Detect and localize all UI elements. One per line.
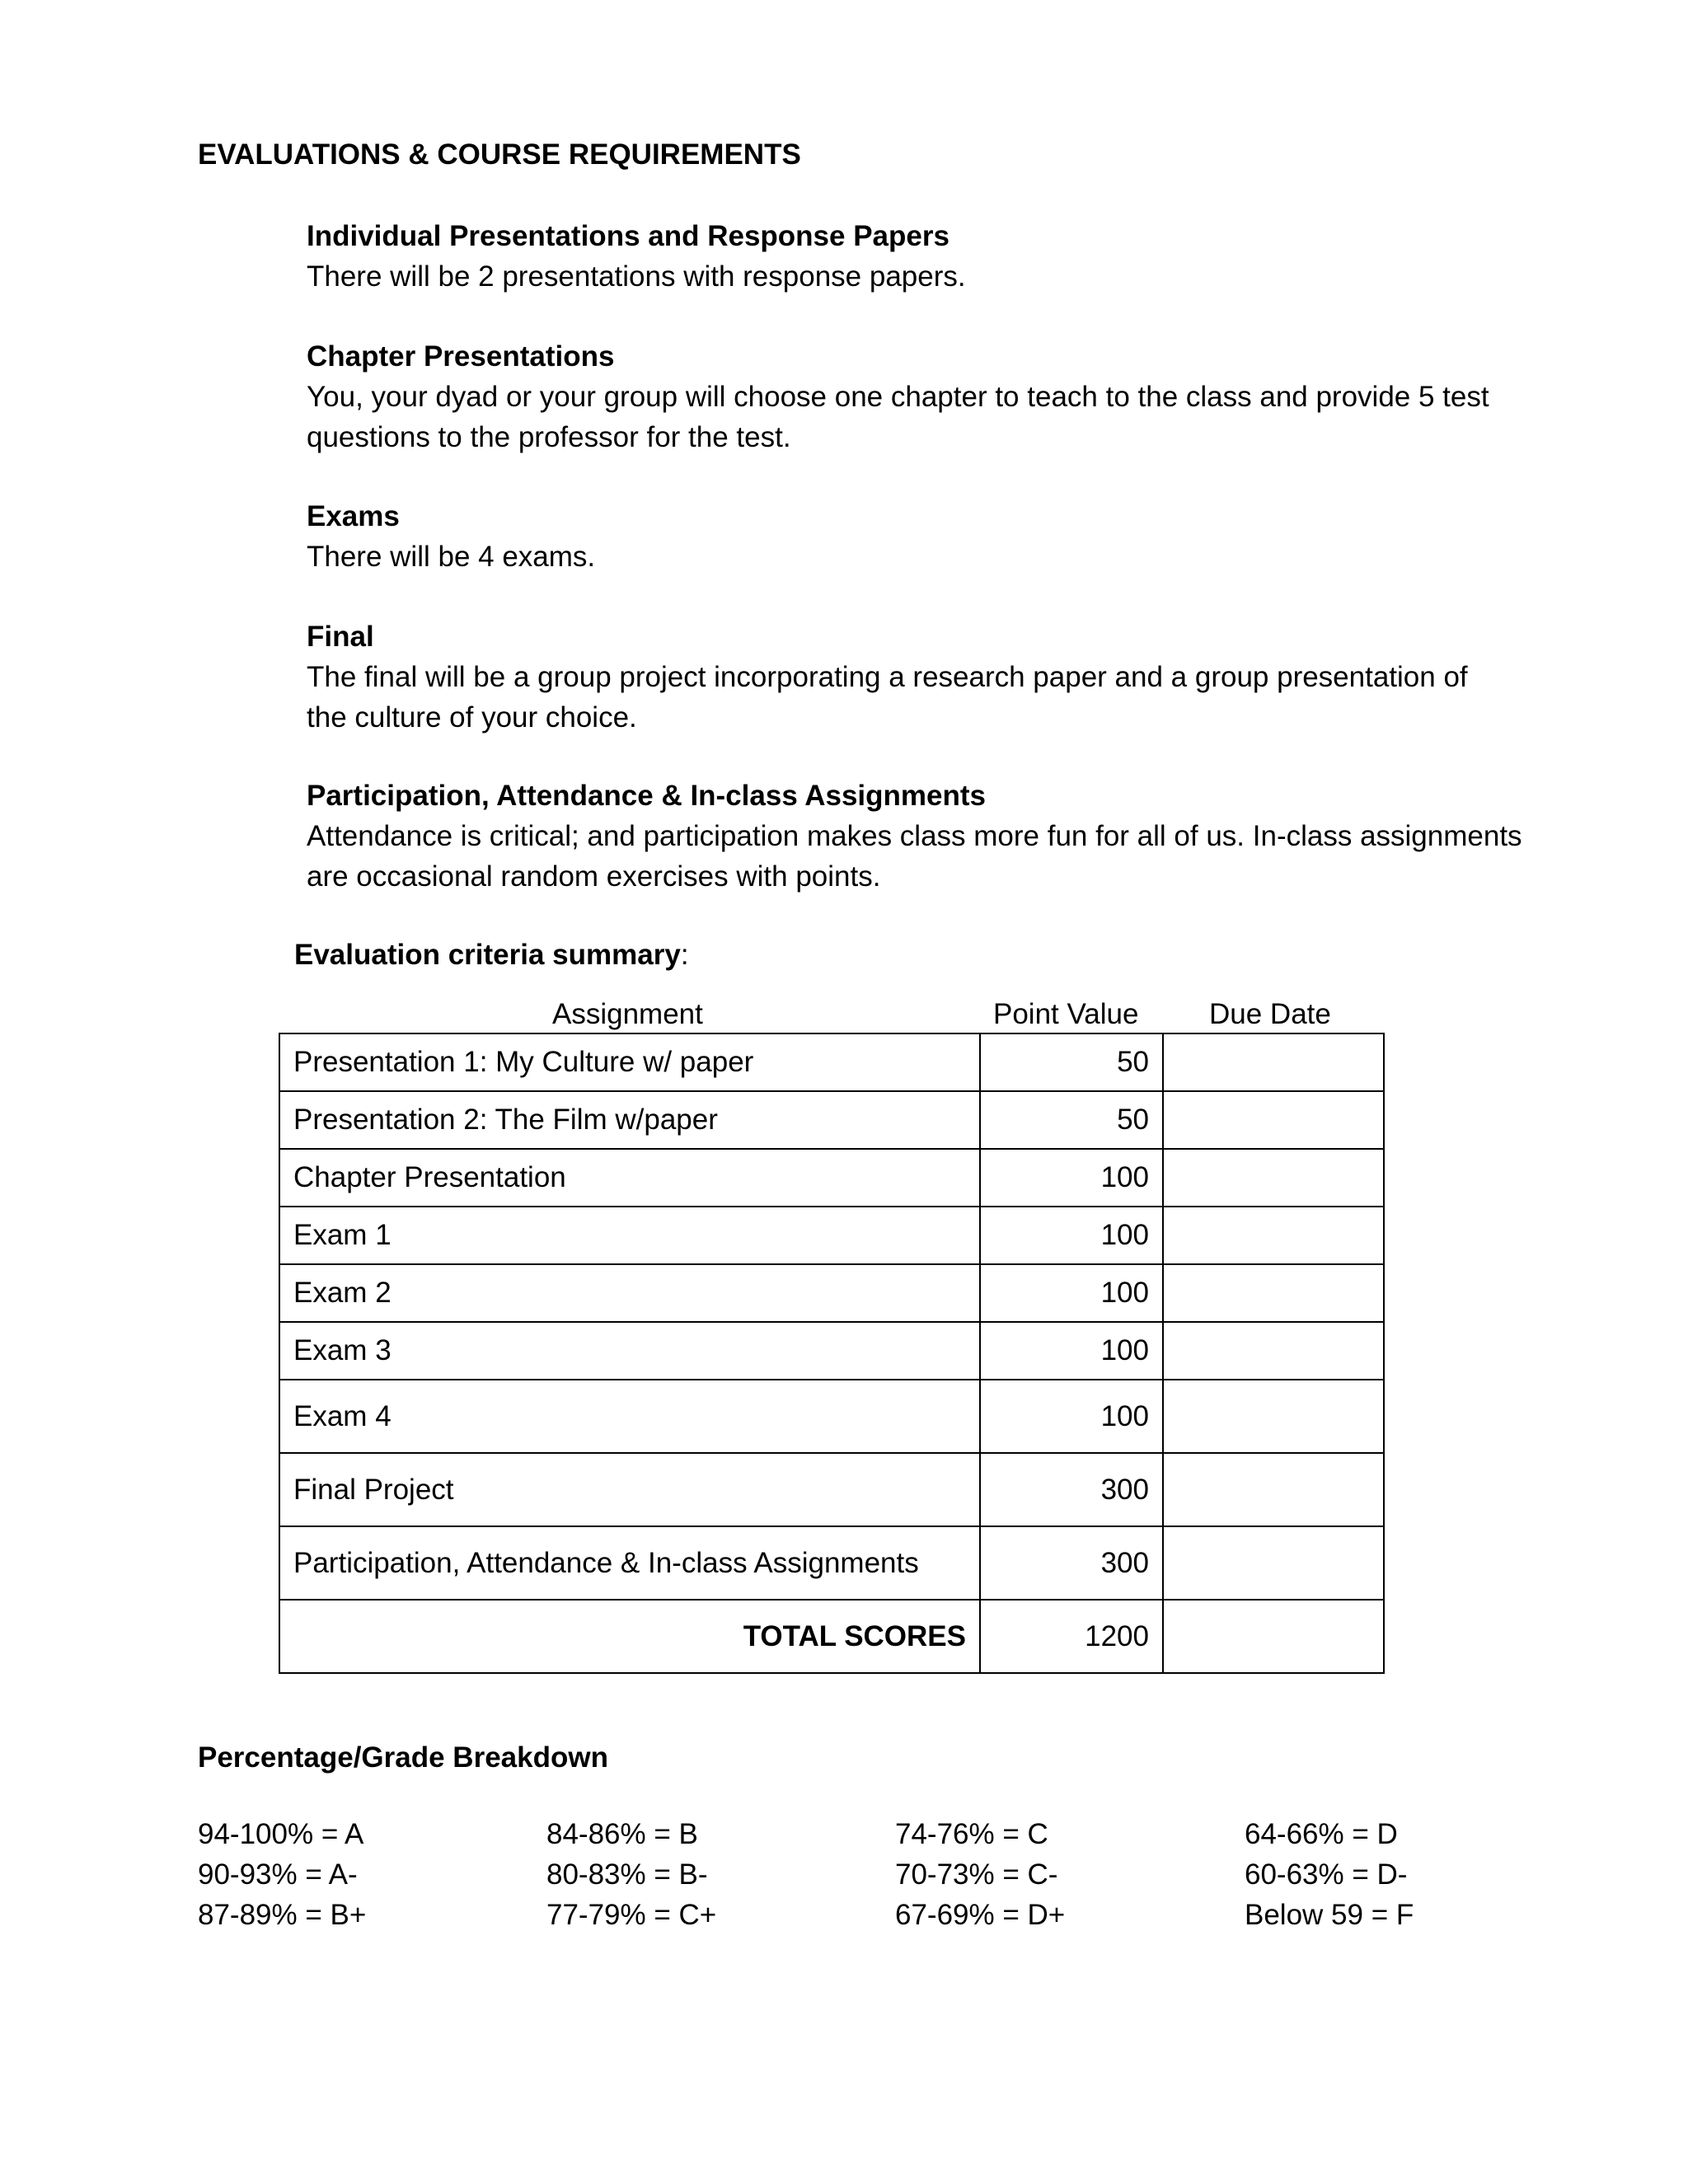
assignment-cell: Exam 1 xyxy=(279,1207,980,1264)
section-body: There will be 2 presentations with response papers. xyxy=(307,260,966,293)
grade-item: 90-93% = A- xyxy=(198,1858,358,1891)
section-body-line: the culture of your choice. xyxy=(307,701,637,733)
grade-item: 74-76% = C xyxy=(895,1818,1048,1850)
section-individual-presentations xyxy=(307,216,1576,297)
grade-item: 67-69% = D+ xyxy=(895,1899,1066,1931)
grade-item: Below 59 = F xyxy=(1245,1899,1414,1931)
section-exams xyxy=(307,496,1576,577)
evaluation-summary-label xyxy=(294,935,689,975)
evaluation-summary-label-suffix: : xyxy=(680,939,689,971)
grade-column xyxy=(895,1814,1065,1935)
section-title: Participation, Attendance & In-class Assignments xyxy=(307,780,986,812)
section-body-line: questions to the professor for the test. xyxy=(307,421,791,453)
due-date-cell xyxy=(1163,1207,1384,1264)
due-date-cell xyxy=(1163,1453,1384,1526)
table-row xyxy=(279,1380,1384,1453)
point-value-cell: 50 xyxy=(980,1033,1163,1091)
section-body-line: are occasional random exercises with points. xyxy=(307,860,881,893)
total-points-cell: 1200 xyxy=(980,1600,1163,1673)
section-body-line: You, your dyad or your group will choose one chapter to teach to the class and provide 5 test xyxy=(307,381,1489,413)
section-body-line: The final will be a group project incorporating a research paper and a group presentation of xyxy=(307,661,1468,693)
assignment-cell: Chapter Presentation xyxy=(279,1149,980,1207)
assignment-cell: Final Project xyxy=(279,1453,980,1526)
total-label-cell: TOTAL SCORES xyxy=(279,1600,980,1673)
grade-breakdown-heading: Percentage/Grade Breakdown xyxy=(198,1741,608,1774)
assignment-cell: Exam 4 xyxy=(279,1380,980,1453)
due-date-cell xyxy=(1163,1322,1384,1380)
column-header-point-value: Point Value xyxy=(993,998,1139,1030)
point-value-cell: 100 xyxy=(980,1207,1163,1264)
table-row xyxy=(279,1322,1384,1380)
due-date-cell xyxy=(1163,1033,1384,1091)
grade-item: 64-66% = D xyxy=(1245,1818,1398,1850)
table-row xyxy=(279,1207,1384,1264)
table-row xyxy=(279,1149,1384,1207)
assignment-cell: Exam 3 xyxy=(279,1322,980,1380)
grade-item: 84-86% = B xyxy=(546,1818,698,1850)
table-row xyxy=(279,1033,1384,1091)
grade-column xyxy=(198,1814,366,1935)
section-chapter-presentations xyxy=(307,336,1576,457)
assignment-cell: Exam 2 xyxy=(279,1264,980,1322)
column-header-due-date: Due Date xyxy=(1209,998,1331,1030)
section-body: There will be 4 exams. xyxy=(307,541,596,573)
point-value-cell: 100 xyxy=(980,1149,1163,1207)
point-value-cell: 100 xyxy=(980,1380,1163,1453)
table-row xyxy=(279,1091,1384,1149)
due-date-cell xyxy=(1163,1264,1384,1322)
due-date-cell xyxy=(1163,1091,1384,1149)
section-title: Individual Presentations and Response Papers xyxy=(307,220,950,252)
due-date-cell xyxy=(1163,1380,1384,1453)
section-final xyxy=(307,616,1576,738)
point-value-cell: 300 xyxy=(980,1453,1163,1526)
grade-item: 94-100% = A xyxy=(198,1818,364,1850)
table-row xyxy=(279,1264,1384,1322)
table-row xyxy=(279,1526,1384,1600)
grade-column xyxy=(546,1814,716,1935)
column-header-assignment: Assignment xyxy=(552,998,703,1030)
grade-item: 60-63% = D- xyxy=(1245,1858,1408,1891)
section-title: Exams xyxy=(307,500,400,532)
section-participation xyxy=(307,776,1576,897)
grade-item: 87-89% = B+ xyxy=(198,1899,367,1931)
section-title: Final xyxy=(307,621,374,653)
point-value-cell: 300 xyxy=(980,1526,1163,1600)
point-value-cell: 50 xyxy=(980,1091,1163,1149)
evaluation-summary-label-bold: Evaluation criteria summary xyxy=(294,939,681,971)
grade-item: 77-79% = C+ xyxy=(546,1899,717,1931)
grade-item: 80-83% = B- xyxy=(546,1858,708,1891)
grade-column xyxy=(1245,1814,1414,1935)
evaluation-table xyxy=(279,1033,1385,1674)
assignment-cell: Presentation 2: The Film w/paper xyxy=(279,1091,980,1149)
page-title: EVALUATIONS & COURSE REQUIREMENTS xyxy=(198,138,801,171)
table-total-row xyxy=(279,1600,1384,1673)
point-value-cell: 100 xyxy=(980,1322,1163,1380)
due-date-cell xyxy=(1163,1526,1384,1600)
table-row xyxy=(279,1453,1384,1526)
section-body-line: Attendance is critical; and participation makes class more fun for all of us. In-class assignments xyxy=(307,820,1522,852)
assignment-cell: Presentation 1: My Culture w/ paper xyxy=(279,1033,980,1091)
grade-item: 70-73% = C- xyxy=(895,1858,1058,1891)
section-title: Chapter Presentations xyxy=(307,340,615,373)
due-date-cell xyxy=(1163,1149,1384,1207)
due-date-cell xyxy=(1163,1600,1384,1673)
assignment-cell: Participation, Attendance & In-class Assignments xyxy=(279,1526,980,1600)
point-value-cell: 100 xyxy=(980,1264,1163,1322)
